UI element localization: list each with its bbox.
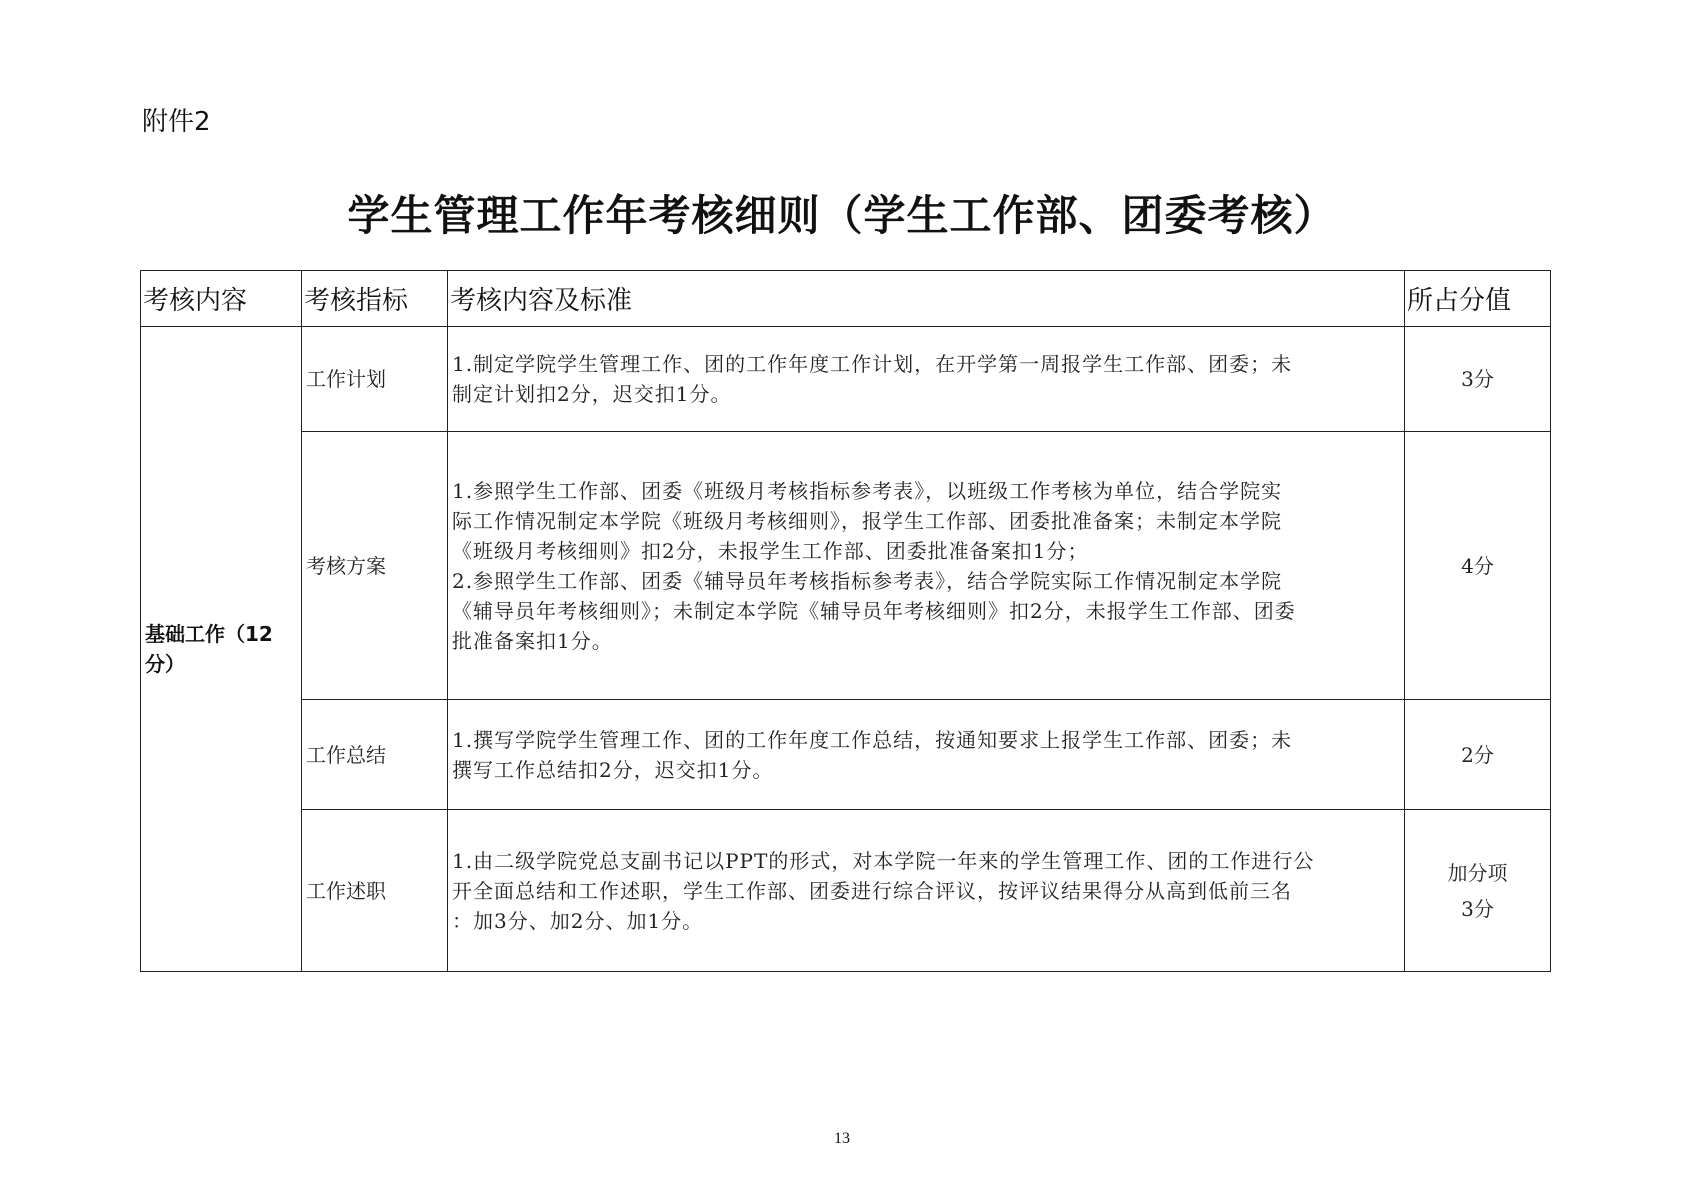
indicator-cell: 工作计划 xyxy=(302,327,448,432)
header-score: 所占分值 xyxy=(1405,271,1551,327)
content-cell: 1.制定学院学生管理工作、团的工作年度工作计划，在开学第一周报学生工作部、团委；未 制定计划扣2分，迟交扣1分。 xyxy=(448,327,1405,432)
page-number: 13 xyxy=(834,1130,850,1147)
category-basic-work: 基础工作（12分） xyxy=(141,327,302,972)
indicator-cell: 工作总结 xyxy=(302,700,448,810)
header-category: 考核内容 xyxy=(141,271,302,327)
table-row xyxy=(141,432,1551,700)
header-indicator: 考核指标 xyxy=(302,271,448,327)
table-row xyxy=(141,810,1551,972)
score-value: 3分 xyxy=(1461,896,1494,921)
score-cell xyxy=(1405,327,1551,432)
content-cell: 1.参照学生工作部、团委《班级月考核指标参考表》，以班级工作考核为单位，结合学院实 际工作情况制定本学院《班级月考核细则》，报学生工作部、团委批准备案；未制定本学院 《班级月考核细则》扣2分，未报学生工作部、团委批准备案扣1分； 2.参照学生工作部、团委《辅导员年考核指标参考表》，结合学院实际工作情况制定本学院 《辅导员年考核细则》；未制定本学院《辅导员年考核细则》扣2分，未报学生工作部、团委 批准备案扣1分。 xyxy=(448,432,1405,700)
assessment-table xyxy=(140,270,1551,972)
indicator-cell: 工作述职 xyxy=(302,810,448,972)
header-content: 考核内容及标准 xyxy=(448,271,1405,327)
document-title: 学生管理工作年考核细则（学生工作部、团委考核） xyxy=(347,191,1337,240)
attachment-label: 附件2 xyxy=(142,107,211,137)
table-row xyxy=(141,327,1551,432)
score-value: 3分 xyxy=(1461,367,1494,391)
score-label: 加分项 xyxy=(1447,860,1508,885)
content-cell: 1.撰写学院学生管理工作、团的工作年度工作总结，按通知要求上报学生工作部、团委；未 撰写工作总结扣2分，迟交扣1分。 xyxy=(448,700,1405,810)
content-cell: 1.由二级学院党总支副书记以PPT的形式，对本学院一年来的学生管理工作、团的工作进行公 开全面总结和工作述职，学生工作部、团委进行综合评议，按评议结果得分从高到低前三名 ：加3分、加2分、加1分。 xyxy=(448,810,1405,972)
indicator-cell: 考核方案 xyxy=(302,432,448,700)
score-cell xyxy=(1405,700,1551,810)
score-cell xyxy=(1405,810,1551,972)
score-cell xyxy=(1405,432,1551,700)
score-value: 2分 xyxy=(1461,742,1494,767)
score-value: 4分 xyxy=(1461,553,1494,578)
table-row xyxy=(141,700,1551,810)
table-header-row xyxy=(141,271,1551,327)
